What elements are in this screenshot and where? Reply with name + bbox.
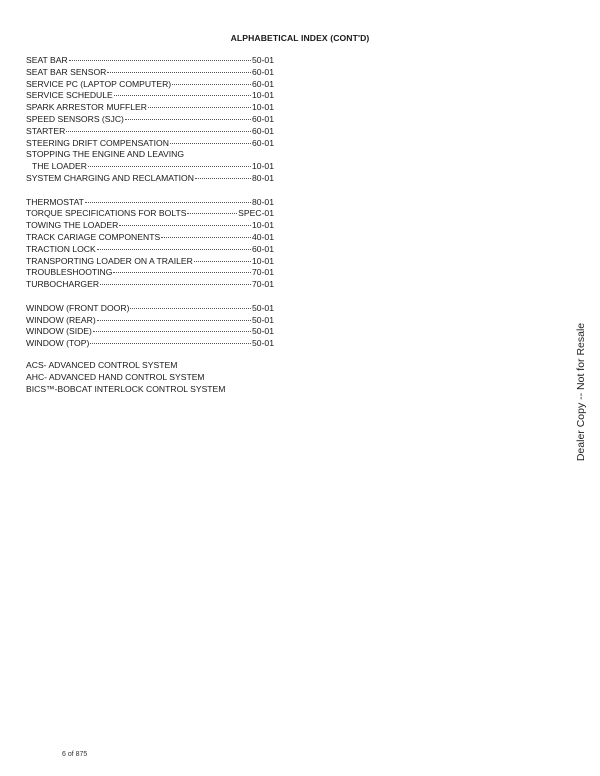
dot-leader	[69, 60, 251, 61]
dot-leader	[90, 343, 251, 344]
entry-title: SPEED SENSORS (SJC)	[26, 113, 124, 124]
entry-title: WINDOW (SIDE)	[26, 326, 92, 337]
index-entry	[26, 161, 274, 173]
entry-page-ref: 40-01	[252, 231, 274, 242]
entry-title: TRACK CARIAGE COMPONENTS	[26, 231, 161, 242]
entry-page-ref: 10-01	[252, 161, 274, 172]
index-entry	[26, 220, 274, 232]
index-entry	[26, 197, 274, 209]
page-counter: 6 of 875	[62, 751, 88, 758]
index-entry	[26, 102, 274, 114]
entry-title: TOWING THE LOADER	[26, 220, 119, 231]
dot-leader	[66, 131, 251, 132]
dot-leader	[113, 272, 251, 273]
dot-leader	[107, 72, 251, 73]
entry-title: SYSTEM CHARGING AND RECLAMATION	[26, 172, 194, 183]
entry-title: TROUBLESHOOTING	[26, 267, 113, 278]
dot-leader	[130, 308, 251, 309]
entry-page-ref: 50-01	[252, 338, 274, 349]
dot-leader	[97, 249, 251, 250]
dot-leader	[148, 107, 251, 108]
dot-leader	[88, 166, 251, 167]
dot-leader	[93, 331, 251, 332]
dot-leader	[85, 202, 251, 203]
index-entry	[26, 138, 274, 150]
entry-title: STARTER	[26, 125, 66, 136]
entry-page-ref: 70-01	[252, 267, 274, 278]
index-entry	[26, 114, 274, 126]
entry-page-ref: 70-01	[252, 279, 274, 290]
index-entry	[26, 232, 274, 244]
entry-page-ref: 50-01	[252, 302, 274, 313]
entry-title: SERVICE PC (LAPTOP COMPUTER)	[26, 78, 172, 89]
index-entry	[26, 208, 274, 220]
dot-leader	[119, 225, 251, 226]
entry-page-ref: 10-01	[252, 90, 274, 101]
index-entry	[26, 67, 274, 79]
entry-title: TRACTION LOCK	[26, 243, 96, 254]
group-spacer	[26, 185, 274, 197]
entry-page-ref: 80-01	[252, 196, 274, 207]
dot-leader	[100, 284, 251, 285]
dot-leader	[194, 261, 251, 262]
entry-page-ref: SPEC-01	[238, 208, 274, 219]
dot-leader	[114, 95, 251, 96]
index-entry	[26, 79, 274, 91]
index-entry	[26, 326, 274, 338]
index-entry	[26, 55, 274, 67]
dot-leader	[161, 237, 251, 238]
entry-title: STEERING DRIFT COMPENSATION	[26, 137, 169, 148]
entry-title: SERVICE SCHEDULE	[26, 90, 113, 101]
dot-leader	[97, 320, 251, 321]
entry-page-ref: 60-01	[252, 113, 274, 124]
entry-page-ref: 50-01	[252, 326, 274, 337]
entry-page-ref: 10-01	[252, 102, 274, 113]
entry-title: TORQUE SPECIFICATIONS FOR BOLTS	[26, 208, 187, 219]
alphabetical-index	[26, 55, 274, 350]
dot-leader	[125, 119, 251, 120]
entry-page-ref: 80-01	[252, 172, 274, 183]
entry-page-ref: 60-01	[252, 137, 274, 148]
entry-page-ref: 60-01	[252, 243, 274, 254]
index-entry	[26, 244, 274, 256]
entry-title: WINDOW (FRONT DOOR)	[26, 302, 130, 313]
abbreviation-line: BICS™-BOBCAT INTERLOCK CONTROL SYSTEM	[26, 383, 226, 394]
entry-page-ref: 60-01	[252, 78, 274, 89]
page-title: ALPHABETICAL INDEX (CONT'D)	[230, 33, 370, 43]
index-entry	[26, 126, 274, 138]
entry-title: TRANSPORTING LOADER ON A TRAILER	[26, 255, 193, 266]
index-entry	[26, 315, 274, 327]
entry-page-ref: 10-01	[252, 255, 274, 266]
group-spacer	[26, 291, 274, 303]
index-entry	[26, 256, 274, 268]
entry-title: THE LOADER	[32, 161, 87, 172]
dot-leader	[187, 213, 237, 214]
entry-page-ref: 60-01	[252, 66, 274, 77]
watermark-text: Dealer Copy -- Not for Resale	[575, 322, 587, 462]
abbreviation-line: ACS- ADVANCED CONTROL SYSTEM	[26, 360, 178, 370]
entry-title: SEAT BAR SENSOR	[26, 66, 107, 77]
entry-title: SEAT BAR	[26, 55, 68, 65]
index-entry	[26, 303, 274, 315]
entry-page-ref: 10-01	[252, 220, 274, 231]
dot-leader	[170, 143, 251, 144]
index-entry	[26, 279, 274, 291]
abbreviation-list	[26, 360, 225, 395]
dot-leader	[195, 178, 251, 179]
entry-page-ref: 60-01	[252, 125, 274, 136]
index-entry	[26, 90, 274, 102]
entry-page-ref: 50-01	[252, 314, 274, 325]
index-entry	[26, 338, 274, 350]
entry-title: WINDOW (REAR)	[26, 314, 96, 325]
abbreviation-line: AHC- ADVANCED HAND CONTROL SYSTEM	[26, 371, 205, 382]
entry-page-ref: 50-01	[252, 55, 274, 65]
dot-leader	[172, 84, 251, 85]
index-entry	[26, 173, 274, 185]
entry-title: WINDOW (TOP)	[26, 338, 90, 349]
index-entry: STOPPING THE ENGINE AND LEAVING	[26, 149, 185, 160]
index-entry	[26, 267, 274, 279]
entry-title: SPARK ARRESTOR MUFFLER	[26, 102, 147, 113]
entry-title: THERMOSTAT	[26, 196, 84, 207]
entry-title: TURBOCHARGER	[26, 279, 100, 290]
